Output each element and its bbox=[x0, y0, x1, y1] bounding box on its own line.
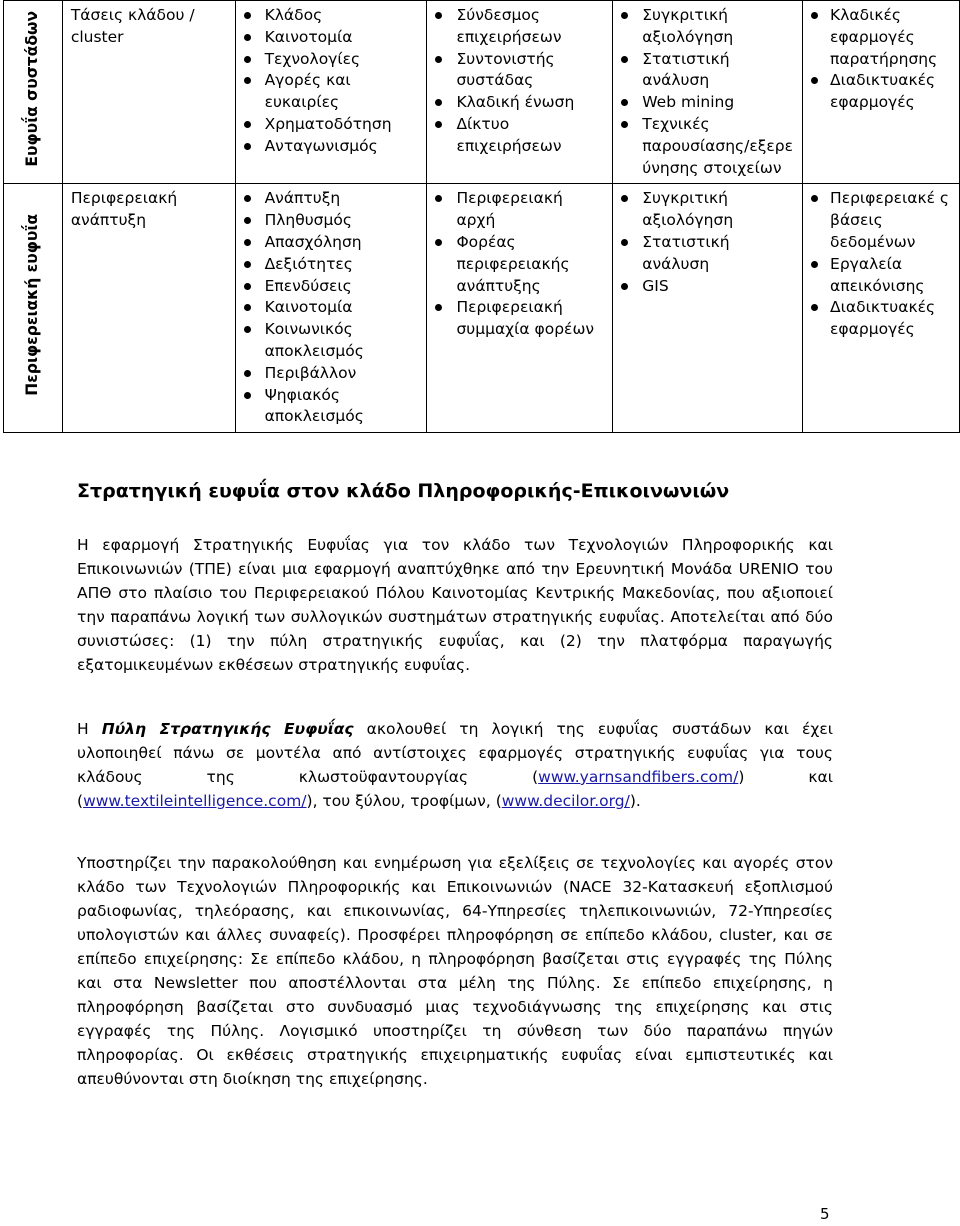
paragraph-1 bbox=[77, 533, 833, 677]
list-item bbox=[809, 188, 953, 253]
bullet-icon bbox=[621, 121, 628, 128]
list-item bbox=[433, 114, 606, 158]
bullet-icon bbox=[621, 283, 628, 290]
text-fragment: ) και ( bbox=[77, 768, 833, 810]
row-header-cell bbox=[4, 184, 63, 433]
list-item bbox=[619, 276, 796, 298]
bullet-icon bbox=[244, 56, 251, 63]
bullet-icon bbox=[244, 370, 251, 377]
bullet-icon bbox=[244, 304, 251, 311]
bullet-icon bbox=[244, 12, 251, 19]
list-item-label: Συγκριτική αξιολόγηση bbox=[642, 6, 734, 46]
list-item-label: Περιφερειακή αρχή bbox=[456, 189, 563, 230]
bullet-icon bbox=[621, 12, 628, 19]
row-header: Ευφυΐα συστάδων bbox=[23, 11, 42, 167]
list-item bbox=[242, 319, 421, 363]
list-item-label: Κοινωνικός αποκλεισμός bbox=[264, 320, 364, 360]
list-item-label: Περιφερειακή συμμαχία φορέων bbox=[456, 298, 595, 339]
actors-cell bbox=[427, 1, 613, 184]
list-item bbox=[433, 188, 606, 232]
list-item bbox=[242, 297, 421, 319]
bullet-icon bbox=[244, 239, 251, 246]
bullet-icon bbox=[811, 77, 818, 84]
list-item-label: Διαδικτυακές εφαρμογές bbox=[830, 298, 936, 339]
row-header: Περιφερειακή ευφυΐα bbox=[23, 214, 42, 396]
list-item bbox=[809, 70, 953, 114]
methods-cell bbox=[613, 1, 803, 184]
list-item-label: Συντονιστής συστάδας bbox=[456, 49, 555, 90]
bullet-icon bbox=[244, 261, 251, 268]
portal-name: Πύλη Στρατηγικής Ευφυΐας bbox=[101, 720, 354, 738]
text-fragment: ακολουθεί τη λογική της ευφυΐας συστάδων και έχει υλοποιηθεί πάνω σε μοντέλα από αντίστοιχες εφαρμογές στρατηγικής ευφυΐας για τους κλάδους της κλωστοϋφαντουργίας ( bbox=[77, 720, 833, 786]
bullet-icon bbox=[244, 143, 251, 150]
list-item-label: Περιβάλλον bbox=[264, 363, 357, 382]
paragraph-text: Η εφαρμογή Στρατηγικής Ευφυΐας για τον κλάδο των Τεχνολογιών Πληροφορικής και Επικοινωνιών (ΤΠΕ) είναι μια εφαρμογή αναπτύχθηκε από την Ερευνητική Μονάδα URENIO του ΑΠΘ στο πλαίσιο του Περιφερειακού Πόλου Καινοτομίας Κεντρικής Μακεδονίας, που αξιοποιεί την παραπάνω λογική των συλλογικών συστημάτων στρατηγικής ευφυΐας. Αποτελείται από δύο συνιστώσες: (1) την πύλη στρατηγικής ευφυΐας, και (2) την πλατφόρμα παραγωγής εξατομικευμένων εκθέσεων στρατηγικής ευφυΐας. bbox=[77, 536, 833, 674]
bullet-icon bbox=[811, 195, 818, 202]
list-item bbox=[809, 254, 953, 298]
bullet-icon bbox=[811, 304, 818, 311]
paragraph-text: Υποστηρίζει την παρακολούθηση και ενημέρωση για εξελίξεις σε τεχνολογίες και αγορές στον κλάδο των Τεχνολογιών Πληροφορικής και Επικοινωνιών (NACE 32-Κατασκευή εξοπλισμού ραδιοφωνίας, τηλεόρασης, και επικοινωνίας, 64-Υπηρεσίες τηλεπικοινωνιών, 72-Υπηρεσίες υπολογιστών και άλλες συναφείς). Προσφέρει πληροφόρηση σε επίπεδο κλάδου, cluster, και σε επίπεδο επιχείρησης: Σε επίπεδο κλάδου, η πληροφόρηση βασίζεται στις εγγραφές της Πύλης και στα Newsletter που αποστέλλονται στα μέλη της Πύλης. Σε επίπεδο επιχείρησης, η πληροφόρηση βασίζεται στο συνδυασμό μιας τεχνοδιάγνωσης της επιχείρησης και στις εγγραφές της Πύλης. Λογισμικό υποστηρίζει τη σύνθεση των δύο παραπάνω πηγών πληροφορίας. Οι εκθέσεις στρατηγικής επιχειρηματικής ευφυΐας είναι εμπιστευτικές και απευθύνονται στη διοίκηση της επιχείρησης. bbox=[77, 854, 833, 1088]
list-item bbox=[242, 232, 421, 254]
list-item-label: Στατιστική ανάλυση bbox=[642, 232, 730, 273]
intelligence-table bbox=[3, 0, 960, 433]
list-item bbox=[242, 385, 421, 429]
link-decilor[interactable]: www.decilor.org/ bbox=[501, 792, 630, 810]
bullet-icon bbox=[435, 12, 442, 19]
trend-cell: Τάσεις κλάδου / cluster bbox=[62, 1, 235, 184]
indicators-cell bbox=[235, 1, 427, 184]
list-item-label: Ανταγωνισμός bbox=[264, 136, 378, 155]
list-item bbox=[433, 232, 606, 297]
list-item bbox=[619, 188, 796, 232]
bullet-icon bbox=[621, 195, 628, 202]
list-item-label: Τεχνολογίες bbox=[264, 49, 361, 68]
bullet-icon bbox=[244, 283, 251, 290]
list-item-label: GIS bbox=[642, 276, 669, 295]
list-item-label: Πληθυσμός bbox=[264, 211, 352, 230]
indicators-cell bbox=[235, 184, 427, 433]
list-item-label: Εργαλεία απεικόνισης bbox=[830, 254, 925, 295]
bullet-icon bbox=[244, 326, 251, 333]
bullet-icon bbox=[621, 99, 628, 106]
bullet-icon bbox=[244, 195, 251, 202]
table-row bbox=[4, 1, 960, 184]
bullet-icon bbox=[435, 99, 442, 106]
list-item-label: Απασχόληση bbox=[264, 232, 362, 251]
list-item-label: Τεχνικές παρουσίασης/εξερε ύνησης στοιχείων bbox=[642, 114, 793, 177]
list-item bbox=[433, 297, 606, 341]
list-item-label: Αγορές και ευκαιρίες bbox=[264, 71, 351, 112]
applications-cell bbox=[803, 1, 960, 184]
applications-cell bbox=[803, 184, 960, 433]
bullet-icon bbox=[811, 12, 818, 19]
page-number: 5 bbox=[820, 1205, 830, 1223]
list-item-label: Κλάδος bbox=[264, 6, 323, 24]
list-item bbox=[619, 92, 796, 114]
list-item bbox=[242, 114, 421, 136]
list-item-label: Διαδικτυακές εφαρμογές bbox=[830, 71, 936, 112]
bullet-icon bbox=[621, 56, 628, 63]
paragraph-text bbox=[77, 717, 833, 813]
bullet-icon bbox=[244, 217, 251, 224]
paragraph-3 bbox=[77, 851, 833, 1091]
list-item-label: Σύνδεσμος επιχειρήσεων bbox=[456, 6, 562, 46]
list-item bbox=[619, 49, 796, 93]
list-item-label: Κλαδική ένωση bbox=[456, 93, 575, 112]
list-item bbox=[242, 136, 421, 158]
list-item bbox=[619, 5, 796, 49]
list-item bbox=[433, 5, 606, 49]
list-item-label: Φορέας περιφερειακής ανάπτυξης bbox=[456, 232, 570, 295]
list-item bbox=[809, 297, 953, 341]
bullet-icon bbox=[244, 34, 251, 41]
list-item-label: Δεξιότητες bbox=[264, 254, 353, 273]
section-heading: Στρατηγική ευφυΐα στον κλάδο Πληροφορικής-Επικοινωνιών bbox=[77, 480, 730, 502]
bullet-icon bbox=[244, 121, 251, 128]
trend-cell: Περιφερειακή ανάπτυξη bbox=[62, 184, 235, 433]
list-item-label: Χρηματοδότηση bbox=[264, 114, 392, 133]
list-item-label: Web mining bbox=[642, 93, 735, 112]
table-row bbox=[4, 184, 960, 433]
bullet-icon bbox=[244, 77, 251, 84]
list-item-label: Επενδύσεις bbox=[264, 276, 352, 295]
list-item bbox=[242, 5, 421, 27]
list-item-label: Ανάπτυξη bbox=[264, 189, 341, 208]
bullet-icon bbox=[435, 304, 442, 311]
list-item-label: Περιφερειακέ ς βάσεις δεδομένων bbox=[830, 189, 949, 251]
list-item-label: Κλαδικές εφαρμογές παρατήρησης bbox=[830, 6, 938, 68]
list-item bbox=[242, 27, 421, 49]
list-item-label: Δίκτυο επιχειρήσεων bbox=[456, 114, 562, 155]
list-item bbox=[242, 188, 421, 210]
actors-cell bbox=[427, 184, 613, 433]
list-item-label: Συγκριτική αξιολόγηση bbox=[642, 189, 734, 230]
list-item bbox=[619, 232, 796, 276]
bullet-icon bbox=[621, 239, 628, 246]
bullet-icon bbox=[811, 261, 818, 268]
list-item-label: Στατιστική ανάλυση bbox=[642, 49, 730, 90]
list-item bbox=[433, 92, 606, 114]
link-textileintelligence[interactable]: www.textileintelligence.com/ bbox=[83, 792, 307, 810]
list-item bbox=[242, 276, 421, 298]
methods-cell bbox=[613, 184, 803, 433]
list-item-label: Καινοτομία bbox=[264, 27, 353, 46]
list-item bbox=[809, 5, 953, 70]
text-fragment: ), του ξύλου, τροφίμων, ( bbox=[306, 792, 502, 810]
list-item bbox=[242, 363, 421, 385]
text-fragment: Η bbox=[77, 720, 102, 738]
row-header-cell bbox=[4, 1, 63, 184]
bullet-icon bbox=[435, 195, 442, 202]
list-item bbox=[242, 70, 421, 114]
bullet-icon bbox=[435, 121, 442, 128]
text-fragment: ). bbox=[629, 792, 641, 810]
list-item-label: Καινοτομία bbox=[264, 298, 353, 317]
list-item-label: Ψηφιακός αποκλεισμός bbox=[264, 385, 364, 426]
list-item bbox=[242, 210, 421, 232]
list-item bbox=[619, 114, 796, 179]
bullet-icon bbox=[244, 392, 251, 399]
list-item bbox=[242, 254, 421, 276]
bullet-icon bbox=[435, 56, 442, 63]
list-item bbox=[433, 49, 606, 93]
list-item bbox=[242, 49, 421, 71]
paragraph-2 bbox=[77, 717, 833, 813]
bullet-icon bbox=[435, 239, 442, 246]
link-yarnsandfibers[interactable]: www.yarnsandfibers.com/ bbox=[538, 768, 739, 786]
